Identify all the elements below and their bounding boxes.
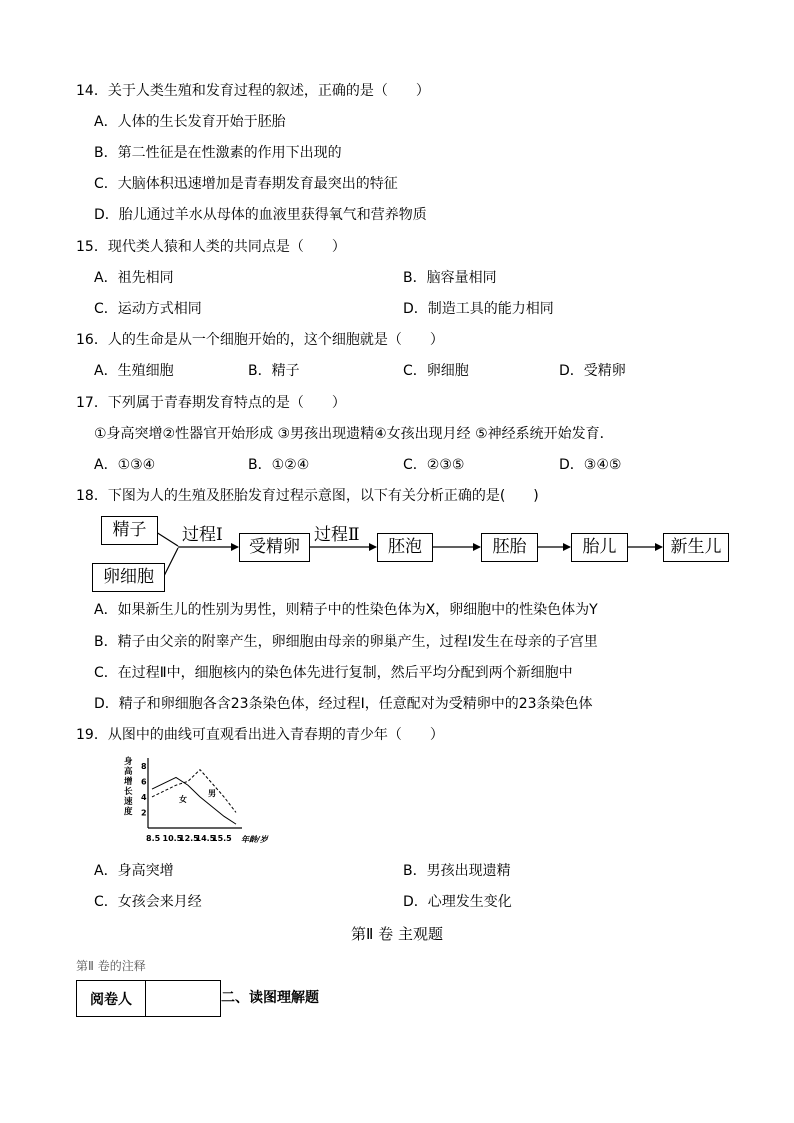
- chart-xtick-label: 14.5: [195, 834, 216, 843]
- q14-option-d: D．胎儿通过羊水从母体的血液里获得氧气和营养物质: [94, 207, 427, 223]
- q14-option-c: C．大脑体积迅速增加是青春期发育最突出的特征: [94, 176, 398, 192]
- sperm-box: 精子: [101, 516, 158, 545]
- part2-title: 第Ⅱ 卷 主观题: [351, 925, 443, 943]
- q16-option-d: D．受精卵: [559, 363, 626, 379]
- process-1-label: 过程Ⅰ: [182, 525, 223, 545]
- q16-option-a: A．生殖细胞: [94, 363, 174, 379]
- q14-option-b: B．第二性征是在性激素的作用下出现的: [94, 145, 342, 161]
- chart-xtick-label: 12.5: [179, 834, 199, 843]
- q18-stem: 18．下图为人的生殖及胚胎发育过程示意图，以下有关分析正确的是( ): [76, 488, 539, 504]
- process-2-label: 过程Ⅱ: [314, 525, 360, 545]
- egg-box: 卵细胞: [92, 563, 165, 592]
- q16-stem: 16．人的生命是从一个细胞开始的，这个细胞就是（ ）: [76, 332, 444, 348]
- q17-items: ①身高突增②性器官开始形成 ③男孩出现遗精④女孩出现月经 ⑤神经系统开始发育．: [94, 426, 614, 442]
- q14-option-a: A．人体的生长发育开始于胚胎: [94, 114, 286, 130]
- blastocyst-box: 胚泡: [377, 533, 433, 562]
- newborn-box: 新生儿: [663, 533, 729, 562]
- q14-stem: 14．关于人类生殖和发育过程的叙述，正确的是（ ）: [76, 83, 430, 99]
- q16-option-c: C．卵细胞: [403, 363, 469, 379]
- chart-series-line-girls: [152, 777, 236, 824]
- sperm-connector: [156, 532, 178, 546]
- grader-label: 阅卷人: [77, 981, 146, 1016]
- embryo-box: 胚胎: [481, 533, 538, 562]
- q15-option-c: C．运动方式相同: [94, 301, 202, 317]
- q17-option-b: B．①②④: [248, 457, 310, 473]
- q19-option-d: D．心理发生变化: [403, 894, 512, 910]
- zygote-box: 受精卵: [239, 533, 310, 562]
- q18-option-d: D．精子和卵细胞各含23条染色体，经过程Ⅰ，任意配对为受精卵中的23条染色体: [94, 696, 593, 712]
- chart-ytick-label: 4: [141, 792, 147, 802]
- chart-series-label: 男: [208, 789, 216, 798]
- q18-option-c: C．在过程Ⅱ中，细胞核内的染色体先进行复制，然后平均分配到两个新细胞中: [94, 665, 573, 681]
- chart-ytick-label: 6: [141, 777, 147, 787]
- q16-option-b: B．精子: [248, 363, 300, 379]
- q15-option-d: D．制造工具的能力相同: [403, 301, 554, 317]
- q15-option-a: A．祖先相同: [94, 270, 174, 286]
- q17-option-c: C．②③⑤: [403, 457, 465, 473]
- q15-stem: 15．现代类人猿和人类的共同点是（ ）: [76, 239, 346, 255]
- section-2-title: 二、读图理解题: [221, 990, 319, 1006]
- q17-option-d: D．③④⑤: [559, 457, 622, 473]
- chart-xtick-label: 15.5: [212, 834, 232, 843]
- grader-blank-cell[interactable]: [146, 981, 220, 1016]
- chart-ytick-label: 8: [141, 761, 147, 771]
- growth-chart: [94, 752, 274, 848]
- chart-ylabel: 身高增长速度: [124, 757, 133, 817]
- q19-option-c: C．女孩会来月经: [94, 894, 202, 910]
- q15-option-b: B．脑容量相同: [403, 270, 497, 286]
- grader-table: [76, 980, 221, 1017]
- q18-option-a: A．如果新生儿的性别为男性，则精子中的性染色体为X，卵细胞中的性染色体为Y: [94, 602, 598, 618]
- chart-xtick-label: 10.5: [162, 834, 183, 843]
- q19-option-b: B．男孩出现遗精: [403, 863, 511, 879]
- fetus-box: 胎儿: [571, 533, 628, 562]
- q17-option-a: A．①③④: [94, 457, 156, 473]
- chart-series-label: 女: [179, 795, 187, 804]
- egg-connector: [164, 548, 178, 576]
- chart-ylabel-unit: [94, 752, 95, 753]
- chart-ytick-label: 2: [141, 808, 147, 818]
- q19-stem: 19．从图中的曲线可直观看出进入青春期的青少年（ ）: [76, 727, 444, 743]
- chart-xtick-label: 8.5: [146, 834, 161, 843]
- q18-option-b: B．精子由父亲的附睾产生，卵细胞由母亲的卵巢产生，过程Ⅰ发生在母亲的子宫里: [94, 634, 598, 650]
- chart-xlabel: 年龄/岁: [241, 835, 268, 844]
- q17-stem: 17．下列属于青春期发育特点的是（ ）: [76, 395, 346, 411]
- q19-option-a: A．身高突增: [94, 863, 174, 879]
- part2-note: 第Ⅱ 卷的注释: [76, 959, 146, 973]
